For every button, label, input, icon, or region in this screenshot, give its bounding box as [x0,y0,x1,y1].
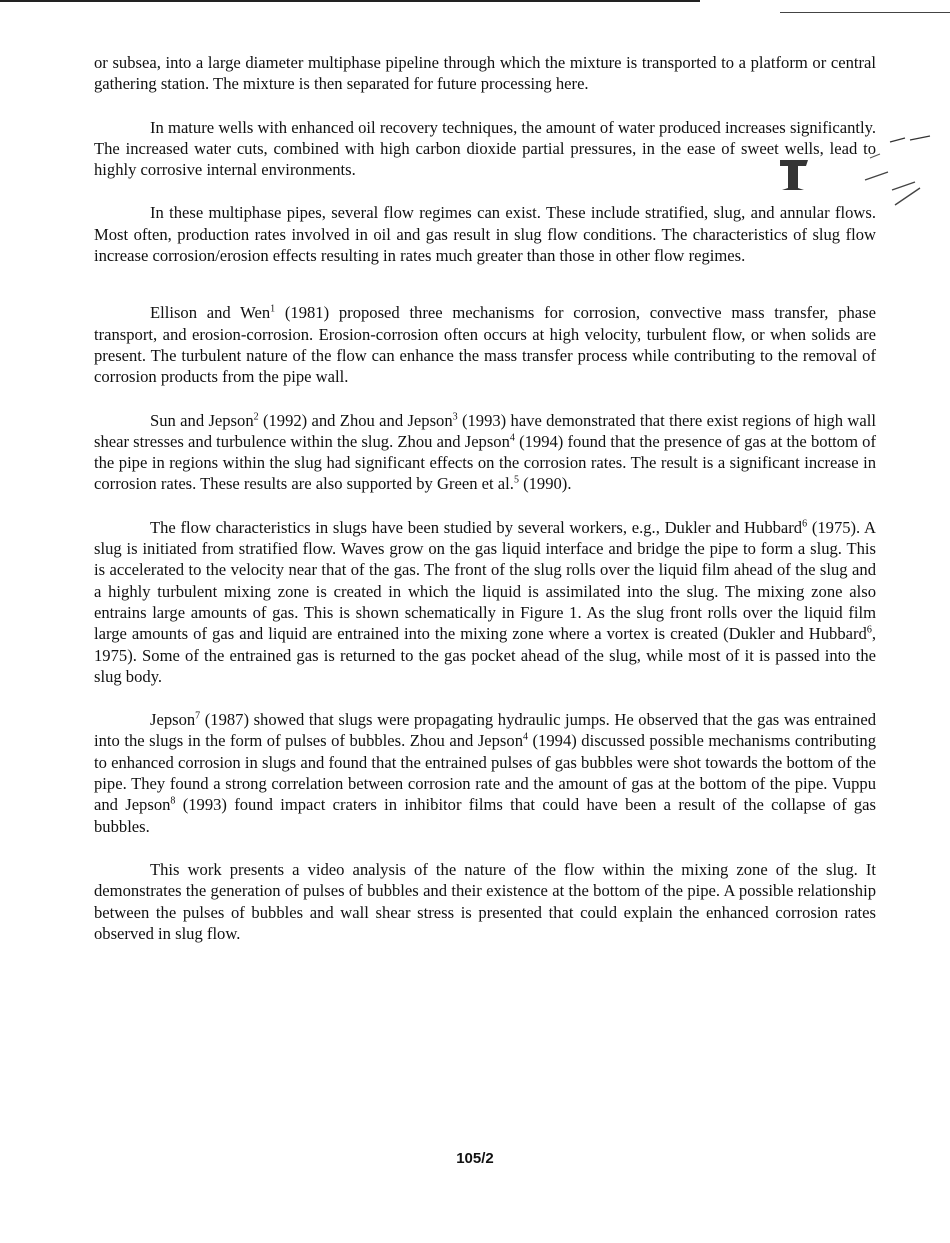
paragraph-text: (1992) and Zhou and Jepson [258,410,453,430]
paragraph-text: (1975). A slug is initiated from stratified flow. Waves grow on the gas liquid interface and bridge the pipe to form a slug. This is accelerated to the velocity near that of the gas. The front of the slug rolls over the liquid film ahead of the slug and a highly turbulent mixing zone is created in which the liquid is assimilated into the slug. The mixing zone also entrains large amounts of gas. This is shown schematically in Figure 1. As the slug front rolls over the liquid film large amounts of gas and liquid are entrained into the mixing zone where a vortex is created (Dukler and Hubbard [94,517,876,644]
reference-superscript: 4 [509,432,515,444]
paragraph-p4 [94,302,876,387]
paragraph-text: In mature wells with enhanced oil recovery techniques, the amount of water produced increases significantly. The increased water cuts, combined with high carbon dioxide partial pressures, in the ease of sweet wells, lead to highly corrosive internal environments. [94,117,876,180]
paragraph-text: (1987) showed that slugs were propagating hydraulic jumps. He observed that the gas was entrained into the slugs in the form of pulses of bubbles. Zhou and Jepson [94,710,876,751]
page-number: 105/2 [456,1150,494,1167]
paragraph-p5 [94,410,876,495]
paragraph-p2 [94,117,876,181]
reference-superscript: 2 [253,411,259,423]
paragraph-text: In these multiphase pipes, several flow regimes can exist. These include stratified, slug, and annular flows. Most often, production rates involved in oil and gas result in slug flow conditions. The characteristics of slug flow increase corrosion/erosion effects resulting in rates much greater than those in other flow regimes. [94,203,876,266]
top-rule [0,0,700,2]
reference-superscript: 4 [523,731,528,743]
paragraph-text: This work presents a video analysis of the nature of the flow within the mixing zone of the slug. It demonstrates the generation of pulses of bubbles and their existence at the bottom of the pipe. A possible relationship between the pulses of bubbles and wall shear stress is presented that could explain the enhanced corrosion rates observed in slug flow. [94,859,876,943]
reference-superscript: 7 [195,710,201,722]
paragraph-p3 [94,202,876,266]
paragraph-text: Ellison and Wen [150,303,271,323]
paragraph-p6 [94,517,876,687]
paragraph-text: Jepson [150,710,196,730]
reference-superscript: 5 [513,474,519,486]
paragraph-text: , 1975). Some of the entrained gas is returned to the gas pocket ahead of the slug, while most of it is passed into the slug body. [94,624,876,686]
top-rule-secondary [780,12,950,13]
reference-superscript: 3 [452,411,458,423]
paragraph-text: Sun and Jepson [150,410,254,430]
paragraph-text: (1990). [518,474,572,494]
reference-superscript: 8 [170,795,176,807]
paragraph-p8 [94,859,876,944]
paragraph-text: or subsea, into a large diameter multiphase pipeline through which the mixture is transported to a platform or central gathering station. The mixture is then separated for future processing here. [94,53,876,94]
paragraph-p1 [94,52,876,95]
paragraph-p7 [94,709,876,837]
paragraph-text: (1994) found that the presence of gas at the bottom of the pipe in regions within the slug had significant effects on the corrosion rates. The result is a significant increase in corrosion rates. These results are also supported by Green et al. [94,431,876,494]
document-body [94,52,876,966]
reference-superscript: 6 [866,624,872,636]
paragraph-text: The flow characteristics in slugs have been studied by several workers, e.g., Dukler and Hubbard [150,517,803,537]
paragraph-text: (1994) discussed possible mechanisms contributing to enhanced corrosion in slugs and found that the entrained pulses of gas bubbles were shot towards the bottom of the pipe. They found a strong correlation between corrosion rate and the amount of gas at the bottom of the pipe. Vuppu and Jepson [94,731,876,815]
reference-superscript: 6 [802,518,808,530]
paragraph-text: (1993) found impact craters in inhibitor films that could have been a result of the collapse of gas bubbles. [94,795,877,836]
paragraph-text: (1993) have demonstrated that there exist regions of high wall shear stresses and turbulence within the slug. Zhou and Jepson [94,410,876,451]
reference-superscript: 1 [270,303,276,315]
paragraph-text: (1981) proposed three mechanisms for corrosion, convective mass transfer, phase transport, and erosion-corrosion. Erosion-corrosion often occurs at high velocity, turbulent flow, or when solids are present. The turbulent nature of the flow can enhance the mass transfer process while contributing to the removal of corrosion products from the pipe wall. [94,303,876,387]
